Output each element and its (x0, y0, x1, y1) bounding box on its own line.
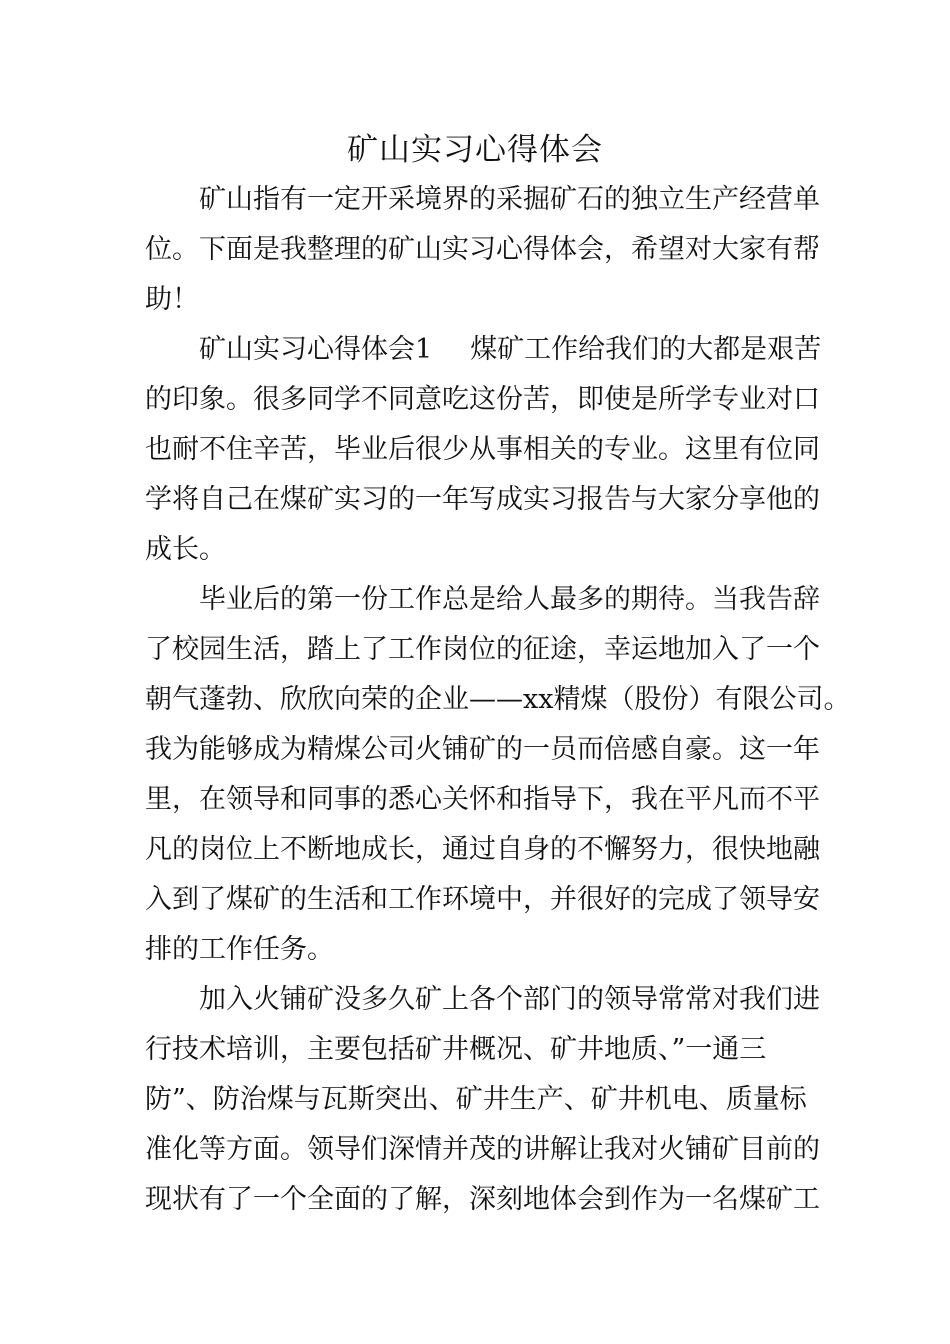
text-line: 防”、防治煤与瓦斯突出、矿井生产、矿井机电、质量标 (145, 1084, 807, 1115)
text-line: 助！ (145, 284, 199, 315)
text-line: 朝气蓬勃、欣欣向荣的企业——xx精煤（股份）有限公司。 (145, 684, 851, 715)
text-line: 成长。 (145, 534, 226, 565)
text-line: 排的工作任务。 (145, 934, 334, 965)
text-line: 毕业后的第一份工作总是给人最多的期待。当我告辞 (199, 584, 820, 615)
document-title: 矿山实习心得体会 (347, 132, 603, 168)
text-line: 行技术培训，主要包括矿井概况、矿井地质、”一通三 (145, 1034, 767, 1065)
text-line: 凡的岗位上不断地成长，通过自身的不懈努力，很快地融 (145, 834, 820, 865)
text-line: 学将自己在煤矿实习的一年写成实习报告与大家分享他的 (145, 484, 820, 515)
section-heading-line (199, 325, 859, 375)
text-line: 位。下面是我整理的矿山实习心得体会，希望对大家有帮 (145, 234, 820, 265)
text-line: 煤矿工作给我们的大都是艰苦 (470, 334, 822, 365)
text-line: 矿山指有一定开采境界的采掘矿石的独立生产经营单 (199, 184, 820, 215)
text-line: 准化等方面。领导们深情并茂的讲解让我对火铺矿目前的 (145, 1134, 820, 1165)
text-line: 也耐不住辛苦，毕业后很少从事相关的专业。这里有位同 (145, 434, 820, 465)
text-line: 现状有了一个全面的了解，深刻地体会到作为一名煤矿工 (145, 1184, 820, 1215)
text-line: 的印象。很多同学不同意吃这份苦，即使是所学专业对口 (145, 384, 820, 415)
text-line: 我为能够成为精煤公司火铺矿的一员而倍感自豪。这一年 (145, 734, 820, 765)
section-heading: 矿山实习心得体会1 (199, 334, 433, 365)
text-line: 里，在领导和同事的悉心关怀和指导下，我在平凡而不平 (145, 784, 820, 815)
text-line: 了校园生活，踏上了工作岗位的征途，幸运地加入了一个 (145, 634, 820, 665)
text-line: 入到了煤矿的生活和工作环境中，并很好的完成了领导安 (145, 884, 820, 915)
text-line: 加入火铺矿没多久矿上各个部门的领导常常对我们进 (199, 984, 820, 1015)
